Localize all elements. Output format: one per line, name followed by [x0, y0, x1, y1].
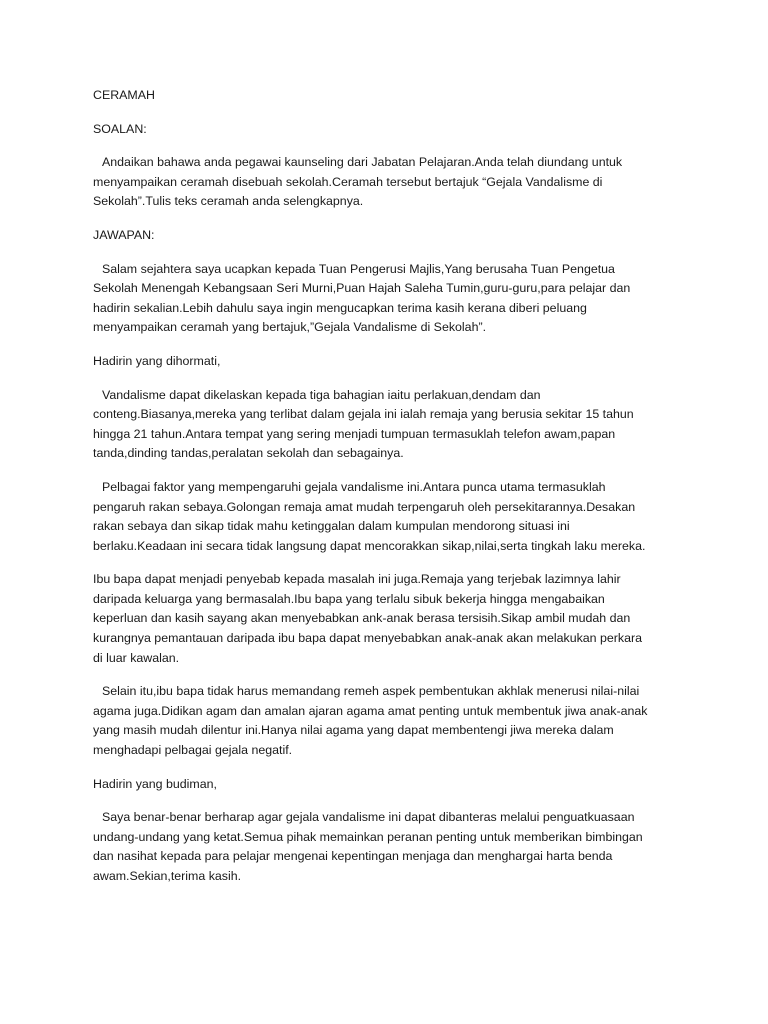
body-paragraph-2	[93, 478, 683, 556]
paragraph-line: hingga 21 tahun.Antara tempat yang sering menjadi tumpuan termasuklah telefon awam,papan	[93, 426, 616, 441]
paragraph-line: pengaruh rakan sebaya.Golongan remaja amat mudah terpengaruh oleh persekitarannya.Desakan	[93, 499, 636, 514]
closing-line: dan nasihat kepada para pelajar mengenai kepentingan menjaga dan menghargai harta benda	[93, 849, 613, 864]
paragraph-line: Vandalisme dapat dikelaskan kepada tiga bahagian iaitu perlakuan,dendam dan	[102, 387, 541, 402]
answer-heading: JAWAPAN:	[93, 227, 155, 242]
greeting-respected: Hadirin yang dihormati,	[93, 353, 221, 368]
document-title: CERAMAH	[93, 88, 155, 102]
intro-line: Salam sejahtera saya ucapkan kepada Tuan Pengerusi Majlis,Yang berusaha Tuan Pengetua	[102, 261, 615, 276]
paragraph-line: di luar kawalan.	[93, 650, 180, 665]
paragraph-line: kurangnya pemantauan daripada ibu bapa dapat menyebabkan anak-anak akan melakukan perkara	[93, 631, 643, 646]
question-line: Sekolah”.Tulis teks ceramah anda selengkapnya.	[93, 194, 364, 209]
question-line: Andaikan bahawa anda pegawai kaunseling dari Jabatan Pelajaran.Anda telah diundang untuk	[102, 155, 623, 170]
paragraph-line: conteng.Biasanya,mereka yang terlibat dalam gejala ini ialah remaja yang berusia sekitar 15 tahun	[93, 407, 634, 422]
body-paragraph-1	[93, 386, 683, 464]
paragraph-line: menghadapi pelbagai gejala negatif.	[93, 743, 293, 758]
closing-line: awam.Sekian,terima kasih.	[93, 869, 242, 883]
intro-line: Sekolah Menengah Kebangsaan Seri Murni,Puan Hajah Saleha Tumin,guru-guru,para pelajar dan	[93, 281, 631, 296]
closing-line: Saya benar-benar berharap agar gejala vandalisme ini dapat dibanteras melalui penguatkuasaan	[102, 810, 635, 825]
body-paragraph-3	[93, 570, 683, 668]
document-body	[93, 86, 683, 901]
question-paragraph	[93, 153, 683, 212]
body-paragraph-4	[93, 682, 683, 760]
question-heading: SOALAN:	[93, 121, 147, 136]
intro-paragraph	[93, 260, 683, 338]
closing-line: undang-undang yang ketat.Semua pihak memainkan peranan penting untuk memberikan bimbingan	[93, 829, 643, 844]
intro-line: menyampaikan ceramah yang bertajuk,”Gejala Vandalisme di Sekolah”.	[93, 320, 487, 335]
intro-line: hadirin sekalian.Lebih dahulu saya ingin mengucapkan terima kasih kerana diberi peluang	[93, 300, 587, 315]
paragraph-line: yang masih mudah dilentur ini.Hanya nilai agama yang dapat membentengi jiwa mereka dalam	[93, 723, 614, 738]
paragraph-line: Ibu bapa dapat menjadi penyebab kepada masalah ini juga.Remaja yang terjebak lazimnya lahir	[93, 572, 621, 587]
paragraph-line: Pelbagai faktor yang mempengaruhi gejala vandalisme ini.Antara punca utama termasuklah	[102, 479, 606, 494]
question-line: menyampaikan ceramah disebuah sekolah.Ceramah tersebut bertajuk “Gejala Vandalisme di	[93, 174, 603, 189]
paragraph-line: rakan sebaya dan sikap tidak mahu ketinggalan dalam kumpulan mendorong situasi ini	[93, 519, 570, 534]
paragraph-line: agama juga.Didikan agam dan amalan ajaran agama amat penting untuk membentuk jiwa anak-anak	[93, 703, 648, 718]
paragraph-line: Selain itu,ibu bapa tidak harus memandang remeh aspek pembentukan akhlak menerusi nilai-nilai	[102, 684, 640, 699]
closing-paragraph	[93, 808, 683, 886]
paragraph-line: berlaku.Keadaan ini secara tidak langsung dapat mencorakkan sikap,nilai,serta tingkah laku mereka.	[93, 538, 646, 553]
paragraph-line: daripada keluarga yang bermasalah.Ibu bapa yang terlalu sibuk bekerja hingga mengabaikan	[93, 591, 605, 606]
greeting-esteemed: Hadirin yang budiman,	[93, 776, 217, 791]
paragraph-line: tanda,dinding tandas,peralatan sekolah dan sebagainya.	[93, 446, 404, 461]
paragraph-line: keperluan dan kasih sayang akan menyebabkan ank-anak berasa tersisih.Sikap ambil mudah dan	[93, 611, 631, 626]
